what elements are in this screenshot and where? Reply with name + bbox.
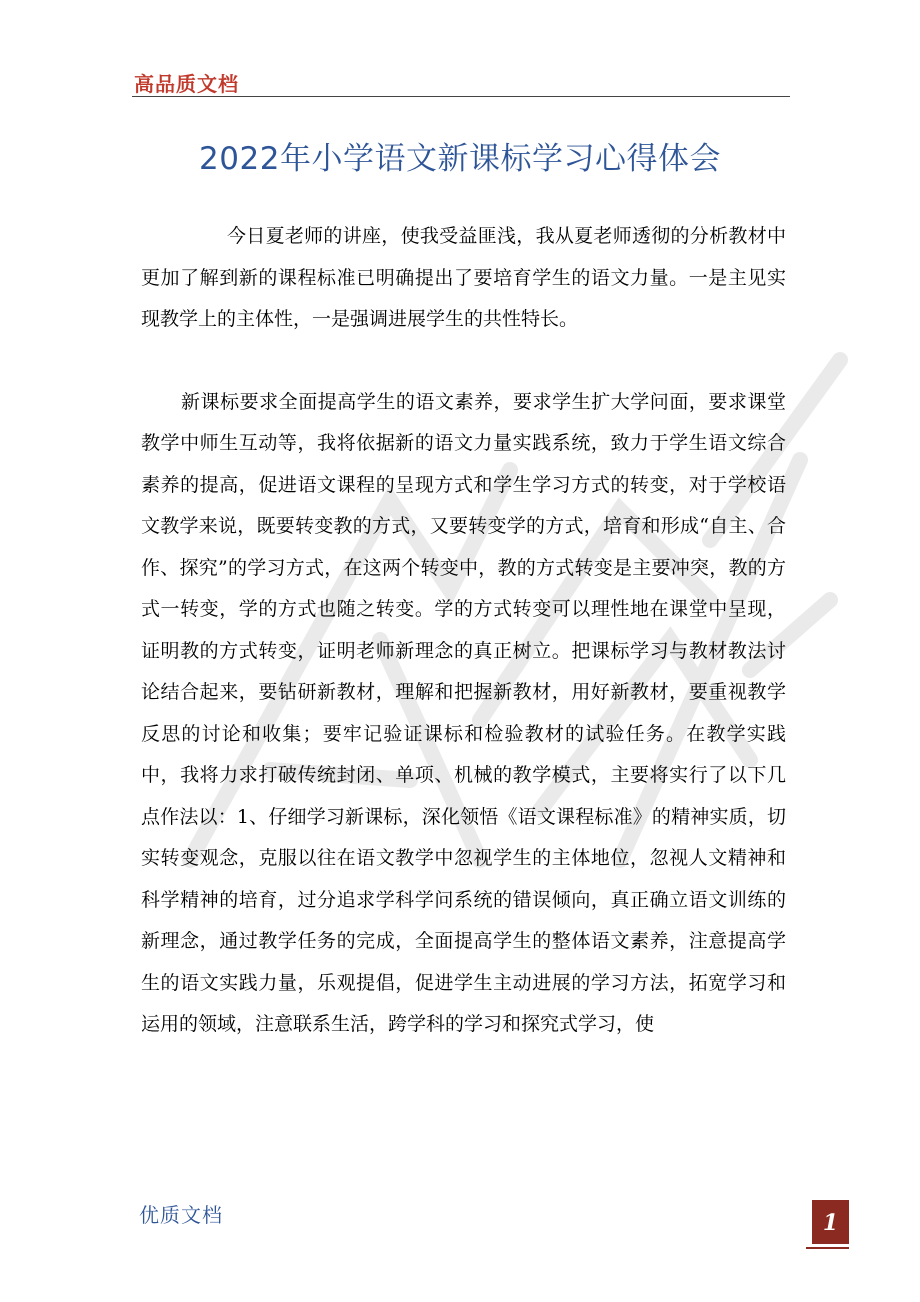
header-divider — [132, 96, 790, 97]
document-body — [141, 216, 786, 1046]
page-number: 1 — [822, 1210, 839, 1236]
paragraph-gap — [141, 341, 786, 382]
footer-label: 优质文档 — [139, 1203, 223, 1227]
page-badge-rule — [806, 1247, 849, 1249]
paragraph-2: 新课标要求全面提高学生的语文素养，要求学生扩大学问面，要求课堂教学中师生互动等，我将依据新的语文力量实践系统，致力于学生语文综合素养的提高，促进语文课程的呈现方式和学生学习方式的转变，对于学校语文教学来说，既要转变教的方式，又要转变学的方式，培育和形成“自主、合作、探究”的学习方式，在这两个转变中，教的方式转变是主要冲突，教的方式一转变，学的方式也随之转变。学的方式转变可以理性地在课堂中呈现，证明教的方式转变，证明老师新理念的真正树立。把课标学习与教材教法讨论结合起来，要钻研新教材，理解和把握新教材，用好新教材，要重视教学反思的讨论和收集；要牢记验证课标和检验教材的试验任务。在教学实践中，我将力求打破传统封闭、单项、机械的教学模式，主要将实行了以下几点作法以：1、仔细学习新课标，深化领悟《语文课程标准》的精神实质，切实转变观念，克服以往在语文教学中忽视学生的主体地位，忽视人文精神和科学精神的培育，过分追求学科学问系统的错误倾向，真正确立语文训练的新理念，通过教学任务的完成，全面提高学生的整体语文素养，注意提高学生的语文实践力量，乐观提倡，促进学生主动进展的学习方法，拓宽学习和运用的领域，注意联系生活，跨学科的学习和探究式学习，使 — [141, 390, 786, 1035]
paragraph-1: 今日夏老师的讲座，使我受益匪浅，我从夏老师透彻的分析教材中更加了解到新的课程标准已明确提出了要培育学生的语文力量。一是主见实现教学上的主体性，一是强调进展学生的共性特长。 — [141, 225, 786, 330]
document-title: 2022年小学语文新课标学习心得体会 — [199, 141, 721, 177]
page-number-badge — [806, 1200, 849, 1250]
header-label: 高品质文档 — [134, 72, 239, 96]
